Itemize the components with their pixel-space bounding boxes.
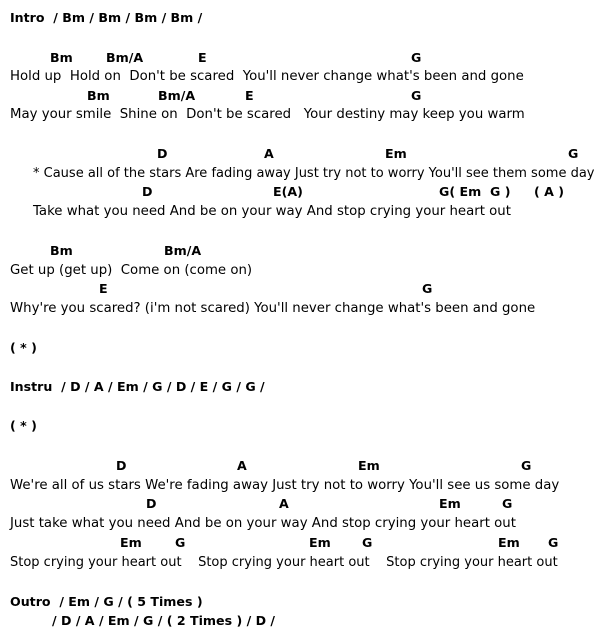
outro-line: Outro / Em / G / ( 5 Times ) [10,594,203,609]
lyric-line: Hold up Hold on Don't be scared You'll never change what's been and gone [10,69,524,84]
chord: E [198,50,207,65]
lyric-line: Take what you need And be on your way And stop crying your heart out [33,204,511,219]
intro-line: Intro / Bm / Bm / Bm / Bm / [10,10,203,25]
chord: E [245,88,254,103]
repeat-marker: ( * ) [10,340,37,355]
chord: D [157,146,168,161]
chord: Em [498,535,520,550]
chord: G [411,50,422,65]
chord: G [521,458,532,473]
chord: Em [439,496,461,511]
chord: D [116,458,127,473]
chord: ( A ) [534,184,565,199]
chord: Bm/A [164,243,202,258]
chord: A [264,146,274,161]
chord: G( Em G ) [439,184,511,199]
chord: Bm [50,50,73,65]
chord: Bm/A [158,88,196,103]
chord: Em [385,146,407,161]
chord: Em [120,535,142,550]
chord: E [99,281,108,296]
lyric-line: Get up (get up) Come on (come on) [10,263,253,278]
chord: Bm [87,88,110,103]
chord: Em [358,458,380,473]
chord: G [175,535,186,550]
lyric-line: May your smile Shine on Don't be scared Your destiny may keep you warm [10,107,525,122]
instrumental-line: Instru / D / A / Em / G / D / E / G / G / [10,379,265,394]
chord: E(A) [273,184,303,199]
chord: G [568,146,579,161]
repeat-marker: ( * ) [10,418,37,433]
lyric-line: Why're you scared? (i'm not scared) You'll never change what's been and gone [10,301,536,316]
chord: G [548,535,559,550]
chord: G [411,88,422,103]
chord: A [237,458,247,473]
lyric-line: Just take what you need And be on your way And stop crying your heart out [10,516,516,531]
lyric-line: We're all of us stars We're fading away Just try not to worry You'll see us some day [10,478,560,493]
chord: G [502,496,513,511]
outro-line: / D / A / Em / G / ( 2 Times ) / D / [52,613,276,628]
chord: Bm [50,243,73,258]
chord: D [142,184,153,199]
lyric-line: Stop crying your heart out Stop crying your heart out Stop crying your heart out [10,555,558,570]
lyric-line: * Cause all of the stars Are fading away Just try not to worry You'll see them some day [33,166,595,181]
chord: G [362,535,373,550]
chord: Em [309,535,331,550]
chord: A [279,496,289,511]
chord: G [422,281,433,296]
chord: D [146,496,157,511]
chord: Bm/A [106,50,144,65]
